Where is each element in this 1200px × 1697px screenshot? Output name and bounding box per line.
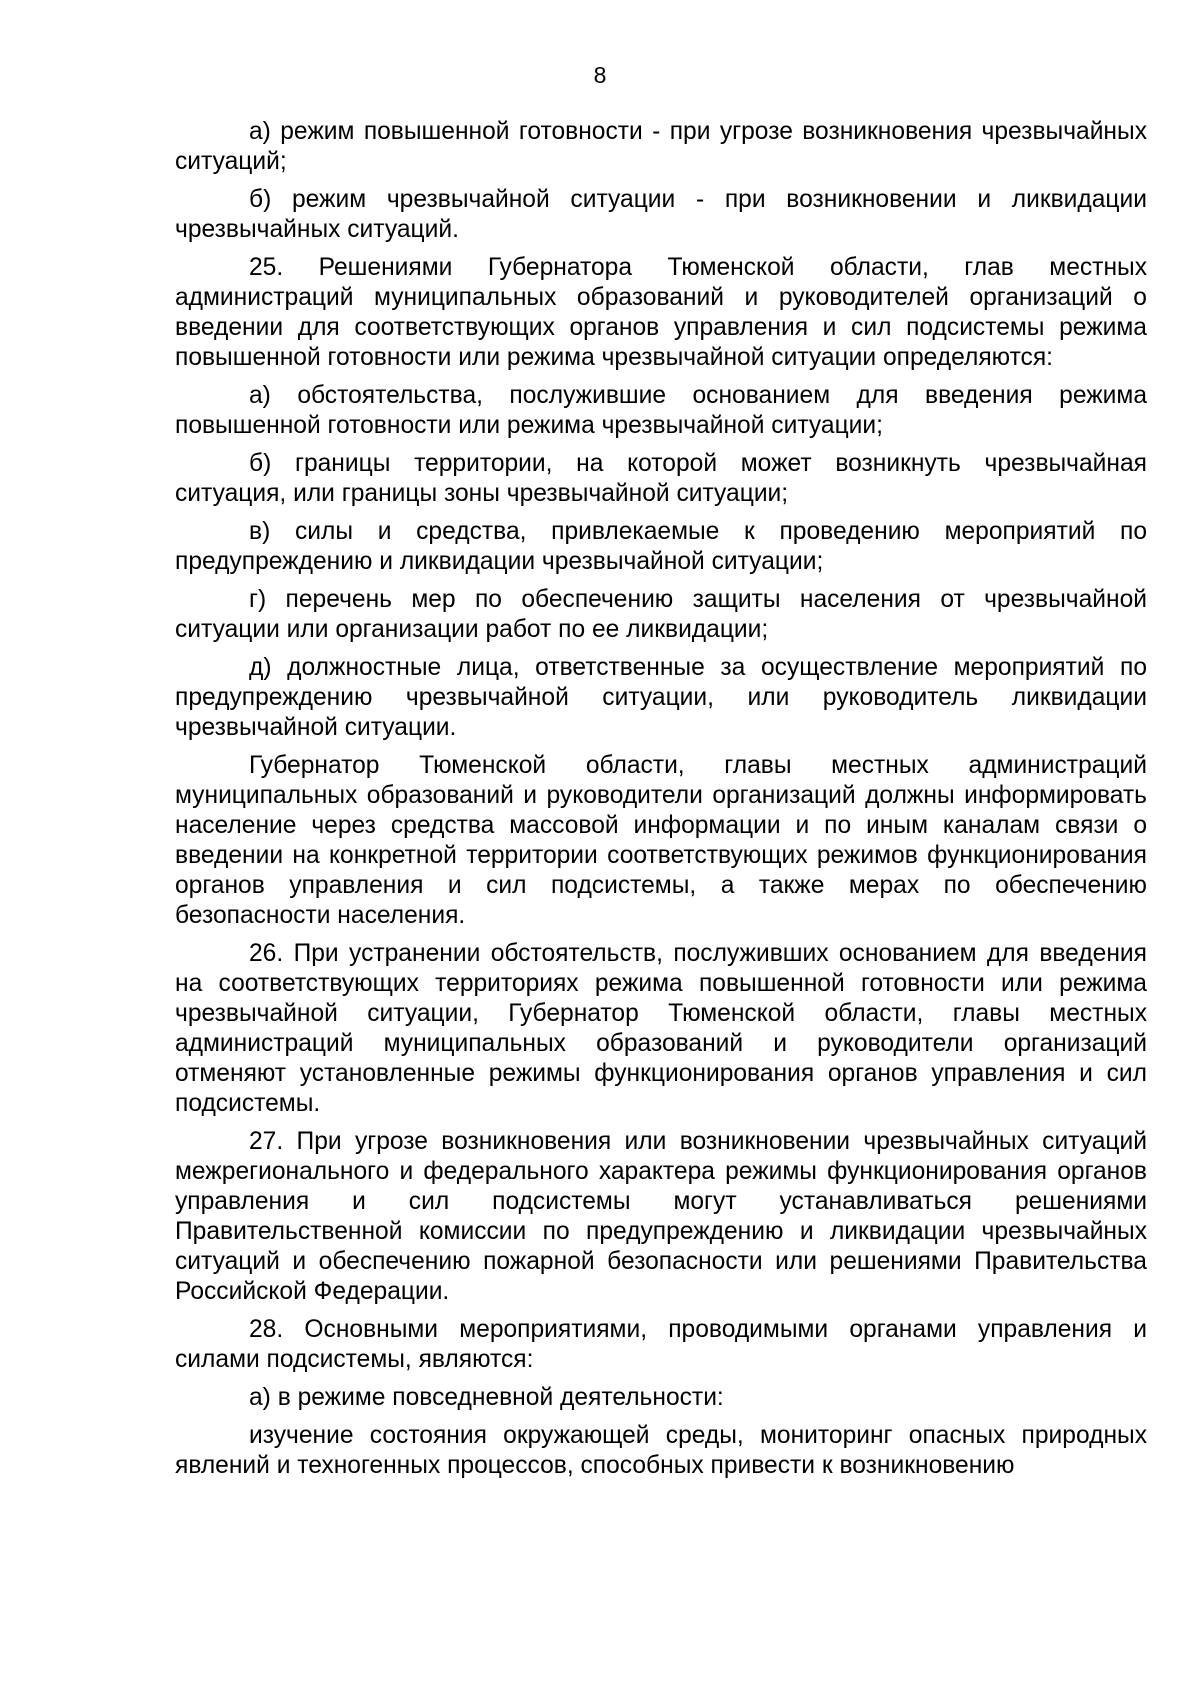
paragraph-item-a-alert-mode: а) режим повышенной готовности - при угрозе возникновения чрезвычайных ситуаций;: [175, 118, 1147, 175]
paragraph-25-item-g: г) перечень мер по обеспечению защиты населения от чрезвычайной ситуации или организации работ по ее ликвидации;: [175, 586, 1147, 643]
page-number: 8: [593, 62, 607, 88]
document-body: [175, 117, 1147, 1489]
paragraph-governor-informing: Губернатор Тюменской области, главы местных администраций муниципальных образований и руководители организаций должны информировать население через средства массовой информации и по иным каналам связи о введении на конкретной территории соответствующих режимов функционирования органов управления и сил подсистемы, а также мерах по обеспечению безопасности населения.: [175, 752, 1147, 929]
paragraph-section-26: 26. При устранении обстоятельств, послуживших основанием для введения на соответствующих территориях режима повышенной готовности или режима чрезвычайной ситуации, Губернатор Тюменской области, главы местных администраций муниципальных образований и руководители организаций отменяют установленные режимы функционирования органов управления и сил подсистемы.: [175, 940, 1147, 1117]
paragraph-monitoring: изучение состояния окружающей среды, мониторинг опасных природных явлений и техногенных процессов, способных привести к возникновению: [175, 1422, 1147, 1479]
paragraph-item-b-emergency-mode: б) режим чрезвычайной ситуации - при возникновении и ликвидации чрезвычайных ситуаций.: [175, 186, 1147, 243]
paragraph-25-item-d: д) должностные лица, ответственные за осуществление мероприятий по предупреждению чрезвычайной ситуации, или руководитель ликвидации чрезвычайной ситуации.: [175, 654, 1147, 741]
paragraph-28-item-a: а) в режиме повседневной деятельности:: [249, 1384, 724, 1411]
paragraph-section-28: 28. Основными мероприятиями, проводимыми органами управления и силами подсистемы, являются:: [175, 1316, 1147, 1373]
paragraph-section-25: 25. Решениями Губернатора Тюменской области, глав местных администраций муниципальных образований и руководителей организаций о введении для соответствующих органов управления и сил подсистемы режима повышенной готовности или режима чрезвычайной ситуации определяются:: [175, 254, 1147, 371]
paragraph-25-item-v: в) силы и средства, привлекаемые к проведению мероприятий по предупреждению и ликвидации чрезвычайной ситуации;: [175, 518, 1147, 575]
paragraph-25-item-b: б) границы территории, на которой может возникнуть чрезвычайная ситуация, или границы зоны чрезвычайной ситуации;: [175, 450, 1147, 507]
paragraph-section-27: 27. При угрозе возникновения или возникновении чрезвычайных ситуаций межрегионального и федерального характера режимы функционирования органов управления и сил подсистемы могут устанавливаться решениями Правительственной комиссии по предупреждению и ликвидации чрезвычайных ситуаций и обеспечению пожарной безопасности или решениями Правительства Российской Федерации.: [175, 1128, 1147, 1305]
paragraph-25-item-a: а) обстоятельства, послужившие основанием для введения режима повышенной готовности или режима чрезвычайной ситуации;: [175, 382, 1147, 439]
